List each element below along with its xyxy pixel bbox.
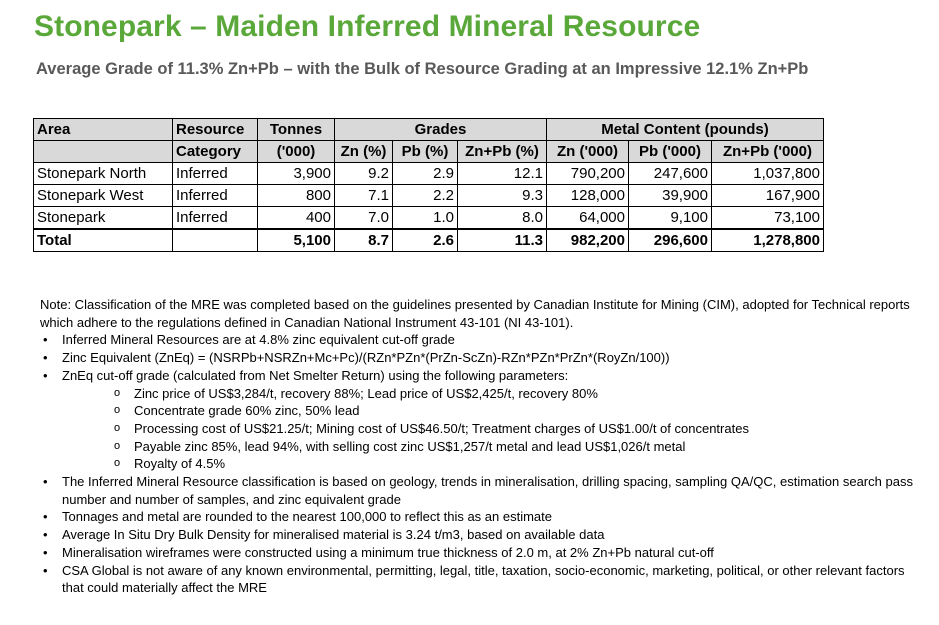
- page-title: Stonepark – Maiden Inferred Mineral Resource: [34, 10, 701, 43]
- table-total-row: [34, 229, 824, 252]
- total-category: [173, 229, 258, 252]
- header-grades: Grades: [335, 119, 547, 141]
- note-item: • Mineralisation wireframes were constructed using a minimum true thickness of 2.0 m, at 2% Zn+Pb natural cut-off: [40, 544, 920, 562]
- sub-note-item: o Zinc price of US$3,284/t, recovery 88%; Lead price of US$2,425/t, recovery 80%: [62, 385, 920, 403]
- cell-pb: 2.9: [393, 163, 458, 185]
- cell-area: Stonepark: [34, 207, 173, 230]
- header-category: Category: [173, 141, 258, 163]
- note-item: • Average In Situ Dry Bulk Density for mineralised material is 3.24 t/m3, based on available data: [40, 526, 920, 544]
- note-item-text: ZnEq cut-off grade (calculated from Net Smelter Return) using the following parameters:: [62, 367, 569, 383]
- cell-znpb: 8.0: [458, 207, 547, 230]
- cell-znpb-lbs: 167,900: [712, 185, 824, 207]
- resource-table: [33, 118, 824, 252]
- total-pb: 2.6: [393, 229, 458, 252]
- cell-znpb-lbs: 1,037,800: [712, 163, 824, 185]
- total-tonnes: 5,100: [258, 229, 335, 252]
- total-label: Total: [34, 229, 173, 252]
- header-resource: Resource: [173, 119, 258, 141]
- cell-category: Inferred: [173, 207, 258, 230]
- table-header-row: [34, 119, 824, 141]
- note-item: • Zinc Equivalent (ZnEq) = (NSRPb+NSRZn+Mc+Pc)/(RZn*PZn*(PrZn-ScZn)-RZn*PZn*PrZn*(RoyZn/100)): [40, 349, 920, 367]
- note-item: • The Inferred Mineral Resource classification is based on geology, trends in mineralisation, drilling spacing, sampling QA/QC, estimation search pass number and number of samples, and zinc equivalent grade: [40, 473, 920, 508]
- header-zn-pct: Zn (%): [335, 141, 393, 163]
- cell-zn-lbs: 64,000: [547, 207, 629, 230]
- header-tonnes-unit: ('000): [258, 141, 335, 163]
- total-pb-lbs: 296,600: [629, 229, 712, 252]
- sub-note-item: o Payable zinc 85%, lead 94%, with selling cost zinc US$1,257/t metal and lead US$1,026/t metal: [62, 438, 920, 456]
- table-row: [34, 185, 824, 207]
- cell-tonnes: 400: [258, 207, 335, 230]
- note-item: • Tonnages and metal are rounded to the nearest 100,000 to reflect this as an estimate: [40, 508, 920, 526]
- cell-pb: 2.2: [393, 185, 458, 207]
- cell-pb: 1.0: [393, 207, 458, 230]
- cell-area: Stonepark North: [34, 163, 173, 185]
- header-znpb-pct: Zn+Pb (%): [458, 141, 547, 163]
- cell-znpb-lbs: 73,100: [712, 207, 824, 230]
- header-pb-pct: Pb (%): [393, 141, 458, 163]
- header-znpb-lbs: Zn+Pb ('000): [712, 141, 824, 163]
- cell-pb-lbs: 247,600: [629, 163, 712, 185]
- sub-note-item: o Concentrate grade 60% zinc, 50% lead: [62, 402, 920, 420]
- cell-tonnes: 3,900: [258, 163, 335, 185]
- cell-category: Inferred: [173, 163, 258, 185]
- sub-note-item: o Royalty of 4.5%: [62, 455, 920, 473]
- header-tonnes: Tonnes: [258, 119, 335, 141]
- sub-note-item: o Processing cost of US$21.25/t; Mining cost of US$46.50/t; Treatment charges of US$1.00/t of concentrates: [62, 420, 920, 438]
- note-item-parameters: [40, 367, 920, 473]
- total-zn-lbs: 982,200: [547, 229, 629, 252]
- notes-intro: Note: Classification of the MRE was completed based on the guidelines presented by Canadian Institute for Mining (CIM), adopted for Technical reports which adhere to the regulations defined in Canadian National Instrument 43-101 (NI 43-101).: [40, 297, 910, 330]
- table-row: [34, 163, 824, 185]
- table-subheader-row: [34, 141, 824, 163]
- cell-zn: 7.1: [335, 185, 393, 207]
- total-znpb-lbs: 1,278,800: [712, 229, 824, 252]
- cell-zn-lbs: 790,200: [547, 163, 629, 185]
- cell-area: Stonepark West: [34, 185, 173, 207]
- cell-zn: 9.2: [335, 163, 393, 185]
- notes-list: [40, 331, 920, 597]
- note-item: • CSA Global is not aware of any known environmental, permitting, legal, title, taxation, socio-economic, marketing, political, or other relevant factors that could materially affect the MRE: [40, 562, 920, 597]
- header-area-blank: [34, 141, 173, 163]
- cell-pb-lbs: 39,900: [629, 185, 712, 207]
- note-item: • Inferred Mineral Resources are at 4.8% zinc equivalent cut-off grade: [40, 331, 920, 349]
- total-zn: 8.7: [335, 229, 393, 252]
- cell-tonnes: 800: [258, 185, 335, 207]
- cell-zn: 7.0: [335, 207, 393, 230]
- total-znpb: 11.3: [458, 229, 547, 252]
- table-row: [34, 207, 824, 230]
- cell-zn-lbs: 128,000: [547, 185, 629, 207]
- cell-pb-lbs: 9,100: [629, 207, 712, 230]
- header-area: Area: [34, 119, 173, 141]
- header-pb-lbs: Pb ('000): [629, 141, 712, 163]
- parameters-sublist: [62, 385, 920, 474]
- cell-category: Inferred: [173, 185, 258, 207]
- page-subtitle: Average Grade of 11.3% Zn+Pb – with the Bulk of Resource Grading at an Impressive 12.1% Zn+Pb: [36, 60, 809, 78]
- notes-section: [40, 296, 920, 597]
- header-metal-content: Metal Content (pounds): [547, 119, 824, 141]
- cell-znpb: 9.3: [458, 185, 547, 207]
- cell-znpb: 12.1: [458, 163, 547, 185]
- header-zn-lbs: Zn ('000): [547, 141, 629, 163]
